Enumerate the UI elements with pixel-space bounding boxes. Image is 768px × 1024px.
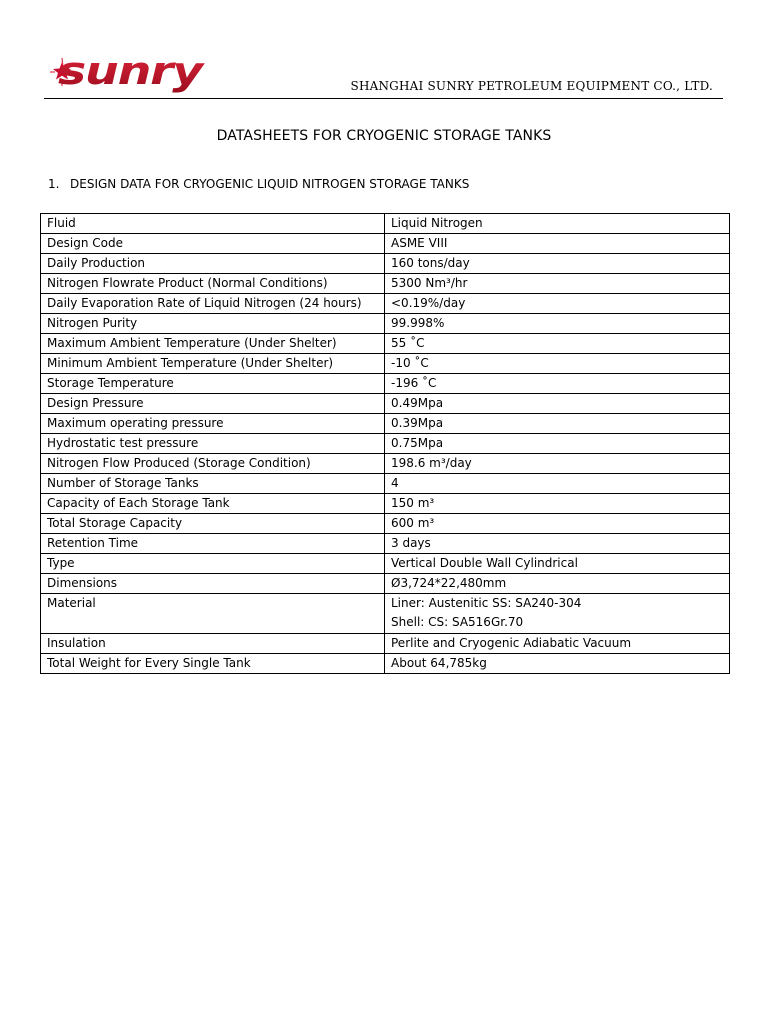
row-value: Perlite and Cryogenic Adiabatic Vacuum <box>385 634 730 654</box>
row-label: Nitrogen Flow Produced (Storage Condition) <box>41 454 385 474</box>
row-value: ASME VIII <box>385 234 730 254</box>
row-value: 5300 Nm³/hr <box>385 274 730 294</box>
row-value: 3 days <box>385 534 730 554</box>
table-row <box>41 514 730 534</box>
header-divider <box>44 98 723 99</box>
row-label: Total Storage Capacity <box>41 514 385 534</box>
row-label: Retention Time <box>41 534 385 554</box>
table-row <box>41 634 730 654</box>
row-value: Liquid Nitrogen <box>385 214 730 234</box>
row-label: Material <box>41 594 385 634</box>
table-row <box>41 554 730 574</box>
design-data-table <box>40 213 730 674</box>
row-value: 600 m³ <box>385 514 730 534</box>
table-row <box>41 434 730 454</box>
row-value: <0.19%/day <box>385 294 730 314</box>
table-row <box>41 534 730 554</box>
section-heading <box>48 177 469 191</box>
row-label: Insulation <box>41 634 385 654</box>
row-value: 0.49Mpa <box>385 394 730 414</box>
row-value: 0.39Mpa <box>385 414 730 434</box>
row-label: Dimensions <box>41 574 385 594</box>
sunry-logo-graphic <box>50 48 210 98</box>
row-label: Daily Production <box>41 254 385 274</box>
table-row <box>41 594 730 634</box>
row-value: About 64,785kg <box>385 654 730 674</box>
table-row <box>41 234 730 254</box>
table-row <box>41 574 730 594</box>
row-label: Number of Storage Tanks <box>41 474 385 494</box>
row-label: Fluid <box>41 214 385 234</box>
row-label: Design Pressure <box>41 394 385 414</box>
table-row <box>41 394 730 414</box>
row-label: Nitrogen Flowrate Product (Normal Conditions) <box>41 274 385 294</box>
row-value: 55 ˚C <box>385 334 730 354</box>
row-value: 150 m³ <box>385 494 730 514</box>
row-value: 160 tons/day <box>385 254 730 274</box>
material-liner: Liner: Austenitic SS: SA240-304 <box>391 596 582 610</box>
row-label: Maximum Ambient Temperature (Under Shelter) <box>41 334 385 354</box>
table-row <box>41 414 730 434</box>
row-label: Type <box>41 554 385 574</box>
row-label: Nitrogen Purity <box>41 314 385 334</box>
table-row <box>41 494 730 514</box>
table-row <box>41 474 730 494</box>
row-value: -196 ˚C <box>385 374 730 394</box>
row-value: Vertical Double Wall Cylindrical <box>385 554 730 574</box>
page-header <box>44 40 723 100</box>
row-value: 4 <box>385 474 730 494</box>
row-label: Daily Evaporation Rate of Liquid Nitrogen (24 hours) <box>41 294 385 314</box>
row-value: 0.75Mpa <box>385 434 730 454</box>
row-value: Ø3,724*22,480mm <box>385 574 730 594</box>
section-title-text: DESIGN DATA FOR CRYOGENIC LIQUID NITROGEN STORAGE TANKS <box>70 177 470 191</box>
row-value: 198.6 m³/day <box>385 454 730 474</box>
row-label: Capacity of Each Storage Tank <box>41 494 385 514</box>
row-value <box>385 594 730 634</box>
row-label: Storage Temperature <box>41 374 385 394</box>
table-row <box>41 454 730 474</box>
table-row <box>41 294 730 314</box>
row-label: Minimum Ambient Temperature (Under Shelter) <box>41 354 385 374</box>
row-value: 99.998% <box>385 314 730 334</box>
table-row <box>41 274 730 294</box>
document-title: DATASHEETS FOR CRYOGENIC STORAGE TANKS <box>216 128 552 144</box>
logo-text: sunry <box>58 49 207 93</box>
table-row <box>41 334 730 354</box>
section-number: 1. <box>48 177 60 191</box>
material-shell: Shell: CS: SA516Gr.70 <box>391 615 524 629</box>
row-label: Design Code <box>41 234 385 254</box>
table-row <box>41 254 730 274</box>
table-row <box>41 214 730 234</box>
row-value: -10 ˚C <box>385 354 730 374</box>
row-label: Total Weight for Every Single Tank <box>41 654 385 674</box>
row-label: Maximum operating pressure <box>41 414 385 434</box>
sunry-logo <box>50 48 210 98</box>
table-row <box>41 374 730 394</box>
table-row <box>41 314 730 334</box>
row-label: Hydrostatic test pressure <box>41 434 385 454</box>
table-row <box>41 654 730 674</box>
company-name: SHANGHAI SUNRY PETROLEUM EQUIPMENT CO., LTD. <box>350 79 713 93</box>
table-row <box>41 354 730 374</box>
